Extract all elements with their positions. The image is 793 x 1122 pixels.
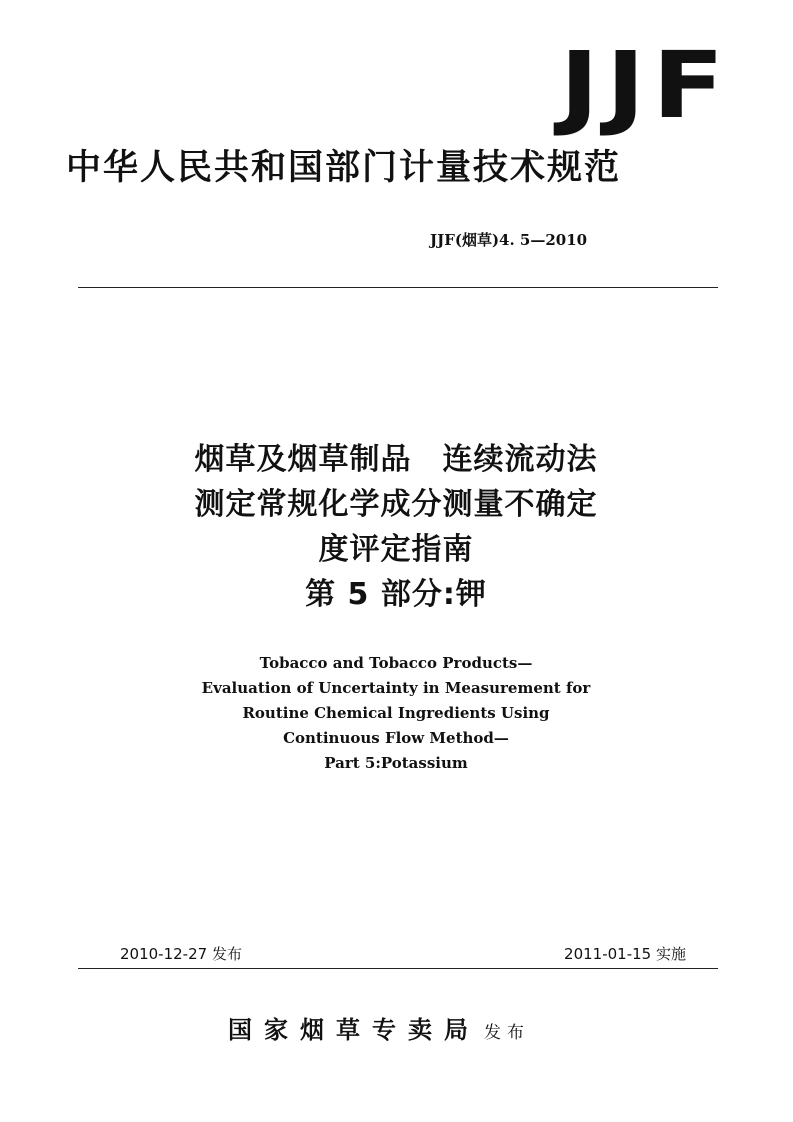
english-title-line-4: Continuous Flow Method— <box>283 729 509 747</box>
issuing-agency-title: 中华人民共和国部门计量技术规范 <box>66 148 622 188</box>
publisher <box>228 1015 530 1048</box>
english-title-line-3: Routine Chemical Ingredients Using <box>242 704 550 722</box>
english-title-line-1: Tobacco and Tobacco Products— <box>259 654 533 672</box>
english-title <box>96 651 696 776</box>
chinese-title-line-2: 测定常规化学成分测量不确定 <box>194 487 598 522</box>
standard-code: JJF(烟草)4. 5—2010 <box>430 231 588 249</box>
top-divider <box>78 287 718 288</box>
publisher-action: 发布 <box>484 1023 530 1043</box>
chinese-title-line-3: 度评定指南 <box>318 532 474 567</box>
implementation-date: 2011-01-15 实施 <box>564 945 686 963</box>
chinese-title <box>96 437 696 617</box>
issue-date: 2010-12-27 发布 <box>120 945 242 963</box>
publisher-name: 国家烟草专卖局 <box>228 1015 480 1044</box>
english-title-line-2: Evaluation of Uncertainty in Measurement for <box>201 679 591 697</box>
chinese-title-line-1: 烟草及烟草制品 连续流动法 <box>194 442 598 477</box>
jjf-logo: JJF <box>559 32 731 139</box>
chinese-title-line-4: 第 5 部分:钾 <box>305 577 487 612</box>
english-title-line-5: Part 5:Potassium <box>324 754 468 772</box>
bottom-divider <box>78 968 718 969</box>
